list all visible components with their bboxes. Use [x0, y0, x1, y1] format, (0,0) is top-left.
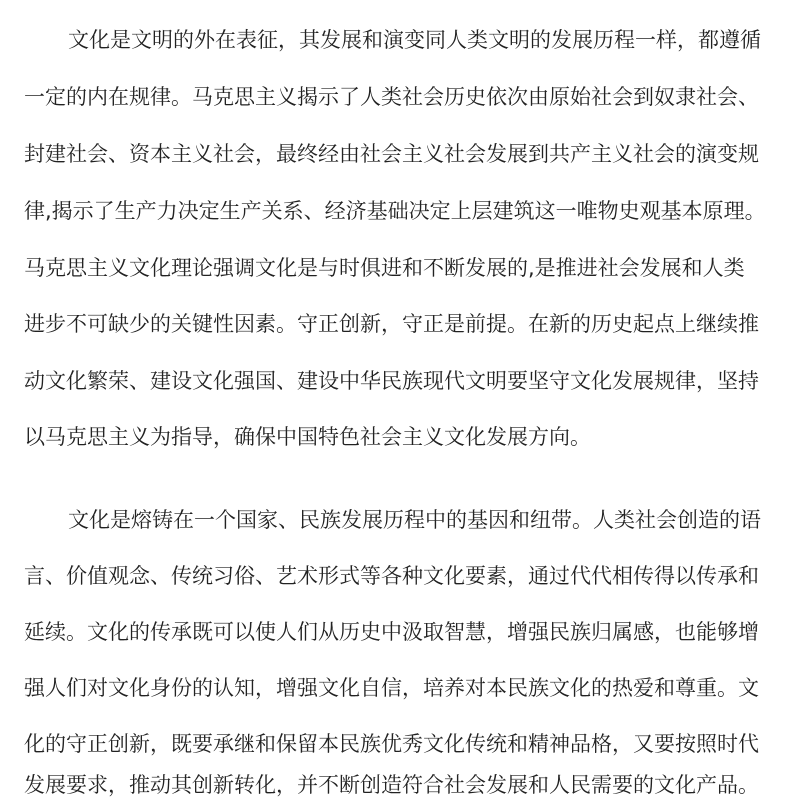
text-line: 以马克思主义为指导，确保中国特色社会主义文化发展方向。	[24, 425, 591, 449]
text-line: 延续。文化的传承既可以使人们从历史中汲取智慧，增强民族归属感，也能够增	[24, 620, 759, 644]
text-line: 封建社会、资本主义社会，最终经由社会主义社会发展到共产主义社会的演变规	[24, 142, 759, 166]
text-line: 发展要求，推动其创新转化，并不断创造符合社会发展和人民需要的文化产品。	[24, 773, 759, 797]
text-line: 动文化繁荣、建设文化强国、建设中华民族现代文明要坚守文化发展规律，坚持	[24, 369, 759, 393]
text-line: 化的守正创新，既要承继和保留本民族优秀文化传统和精神品格，又要按照时代	[24, 732, 759, 756]
text-line: 文化是文明的外在表征，其发展和演变同人类文明的发展历程一样，都遵循	[68, 28, 761, 52]
text-line: 进步不可缺少的关键性因素。守正创新，守正是前提。在新的历史起点上继续推	[24, 312, 759, 336]
text-line: 强人们对文化身份的认知，增强文化自信，培养对本民族文化的热爱和尊重。文	[24, 676, 759, 700]
text-line: 言、价值观念、传统习俗、艺术形式等各种文化要素，通过代代相传得以传承和	[24, 564, 759, 588]
text-line: 马克思主义文化理论强调文化是与时俱进和不断发展的,是推进社会发展和人类	[24, 256, 745, 280]
text-line: 一定的内在规律。马克思主义揭示了人类社会历史依次由原始社会到奴隶社会、	[24, 85, 759, 109]
text-line: 文化是熔铸在一个国家、民族发展历程中的基因和纽带。人类社会创造的语	[68, 508, 761, 532]
text-line: 律,揭示了生产力决定生产关系、经济基础决定上层建筑这一唯物史观基本原理。	[24, 199, 766, 223]
